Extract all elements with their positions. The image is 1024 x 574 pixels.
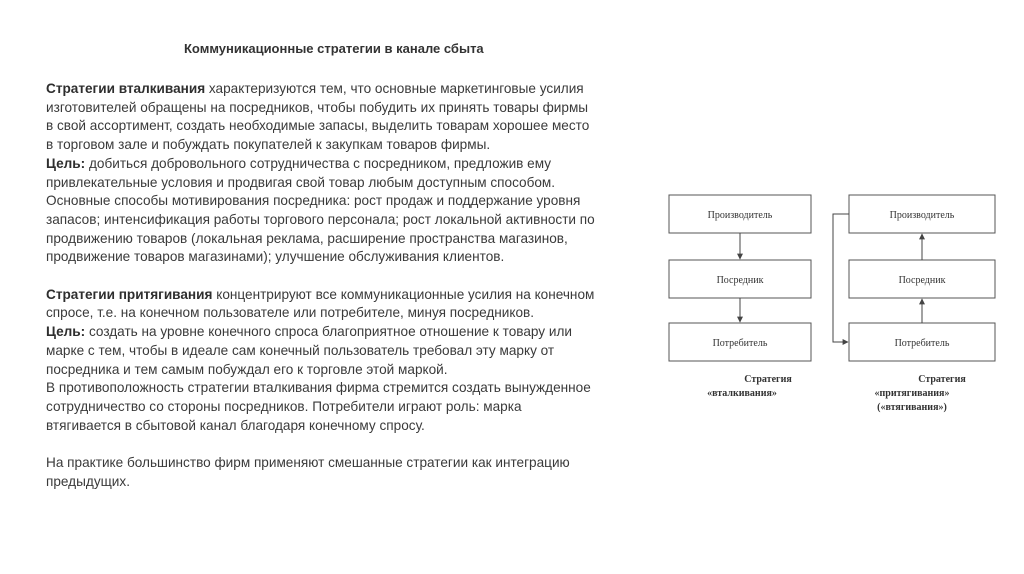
push-line-4: в торговом зале и побуждать покупателей к закупкам товаров фирмы. <box>46 137 491 153</box>
push-methods-line-2: запасов; интенсификация работы торгового персонала; рост локальной активности по <box>46 211 595 227</box>
push-goal-line-1: Цель: добиться добровольного сотрудничества с посредником, предложив ему <box>46 155 552 171</box>
push-line-1: Стратегии вталкивания характеризуются тем, что основные маркетинговые усилия <box>46 81 584 96</box>
pull-box-consumer-label: Потребитель <box>894 338 950 349</box>
push-term: Стратегии вталкивания <box>46 81 206 96</box>
pull-goal-line-1: Цель: создать на уровне конечного спроса благоприятное отношение к товару или <box>46 324 572 340</box>
push-caption-line-1: Стратегия <box>744 374 792 385</box>
pull-bypass-line <box>833 214 849 342</box>
push-diagram <box>669 195 811 399</box>
push-box-consumer-label: Потребитель <box>712 338 768 349</box>
push-box-producer-label: Производитель <box>707 210 773 221</box>
push-methods-line-4: продвижение товаров магазинами); улучшение обслуживания клиентов. <box>46 249 505 265</box>
pull-goal-line-2: марке с тем, чтобы в идеале сам конечный пользователь требовал эту марку от <box>46 342 555 358</box>
push-methods-line-3: продвижению товаров (локальная реклама, расширение пространства магазинов, <box>46 230 568 246</box>
pull-caption-line-2: «притягивания» <box>874 388 950 399</box>
pull-contrast-line-2: сотрудничество со стороны посредников. Потребители играют роль: марка <box>46 398 522 414</box>
push-goal-label: Цель: <box>46 155 86 171</box>
page-title: Коммуникационные стратегии в канале сбыта <box>184 41 484 56</box>
pull-term: Стратегии притягивания <box>46 286 213 302</box>
push-box-intermediary-label: Посредник <box>716 275 764 286</box>
pull-contrast-line-1: В противоположность стратегии вталкивания фирма стремится создать вынужденное <box>46 380 591 396</box>
practice-line-1: На практике большинство фирм применяют смешанные стратегии как интеграцию <box>46 455 570 471</box>
push-line-2: изготовителей обращены на посредников, чтобы побудить их принять товары фирмы <box>46 99 589 115</box>
pull-goal-label: Цель: <box>46 324 86 340</box>
pull-box-producer-label: Производитель <box>889 210 955 221</box>
push-goal-line-2: привлекательные условия и продвигая свой товар любым доступным способом. <box>46 174 556 190</box>
pull-box-intermediary-label: Посредник <box>898 275 946 286</box>
pull-contrast-line-3: втягивается в сбытовой канал благодаря конечному спросу. <box>46 417 425 433</box>
pull-diagram <box>833 195 995 413</box>
push-caption-line-2: «вталкивания» <box>707 388 777 399</box>
pull-line-2: спросе, т.е. на конечном пользователе или потребителе, минуя посредников. <box>46 305 535 321</box>
practice-line-2: предыдущих. <box>46 473 130 489</box>
pull-caption-line-3: («втягивания») <box>877 402 947 413</box>
push-methods-line-1: Основные способы мотивирования посредника: рост продаж и поддержание уровня <box>46 193 581 209</box>
push-line-3: в свой ассортимент, создать необходимые запасы, выделить товарам хорошее место <box>46 118 590 134</box>
pull-line-1: Стратегии притягивания концентрируют все коммуникационные усилия на конечном <box>46 286 595 302</box>
pull-caption-line-1: Стратегия <box>918 374 966 385</box>
pull-goal-line-3: посредника и тем самым побуждал его к торговле этой маркой. <box>46 361 448 377</box>
